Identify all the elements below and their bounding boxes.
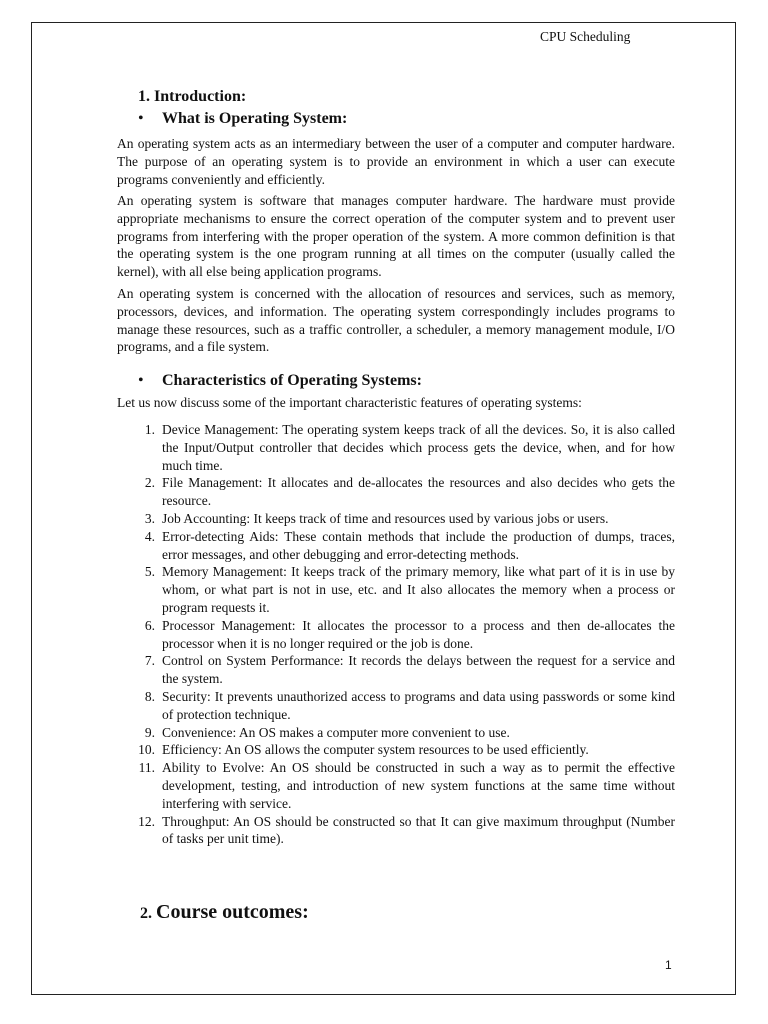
list-number: 10. (138, 742, 155, 758)
list-item (117, 688, 675, 724)
list-item (117, 813, 675, 849)
list-item (117, 528, 675, 564)
list-text: Throughput: An OS should be constructed so that It can give maximum throughput (Number of tasks per unit time). (162, 813, 675, 847)
list-text: File Management: It allocates and de-allocates the resources and also decides who gets the resource. (162, 475, 675, 509)
bullet-icon: • (138, 372, 144, 389)
subheading-characteristics (138, 372, 422, 390)
list-number: 11. (138, 760, 155, 776)
list-text: Memory Management: It keeps track of the primary memory, like what part of it is in use by whom, or what part is not in use, etc. and It also allocates the memory when a process or program requests it. (162, 564, 675, 615)
list-text: Control on System Performance: It records the delays between the request for a service and the system. (162, 653, 675, 687)
lead-paragraph: Let us now discuss some of the important characteristic features of operating systems: (117, 395, 582, 410)
list-item (117, 421, 675, 474)
list-number: 9. (144, 724, 155, 740)
list-number: 4. (144, 528, 155, 544)
list-text: Efficiency: An OS allows the computer system resources to be used efficiently. (162, 742, 589, 758)
list-number: 7. (144, 653, 155, 669)
list-number: 6. (144, 617, 155, 633)
list-item (117, 510, 675, 528)
list-text: Device Management: The operating system keeps track of all the devices. So, it is also called the Input/Output controller that decides which process gets the device, when, and for how much time. (162, 422, 675, 473)
page-number: 1 (665, 958, 672, 972)
subheading-what-is-os (138, 110, 347, 128)
list-number: 8. (144, 688, 155, 704)
list-number: 12. (138, 813, 155, 829)
list-number: 3. (144, 510, 155, 526)
section-number: 2. (140, 905, 152, 922)
paragraph: An operating system acts as an intermediary between the user of a computer and computer hardware. The purpose of an operating system is to provide an environment in which a user can execute programs conveniently and efficiently. (117, 136, 675, 187)
subheading-text: What is Operating System: (162, 110, 348, 127)
list-item (117, 652, 675, 688)
bullet-icon: • (138, 110, 144, 127)
paragraph: An operating system is software that manages computer hardware. The hardware must provide appropriate mechanisms to ensure the correct operation of the computer system and to prevent user programs from interfering with the proper operation of the system. A more common definition is that the operating system is the one program running at all times on the computer (usually called the kernel), with all else being application programs. (117, 193, 675, 280)
list-text: Security: It prevents unauthorized access to programs and data using passwords or some kind of protection technique. (162, 688, 675, 722)
list-text: Convenience: An OS makes a computer more convenient to use. (162, 724, 510, 740)
list-item (117, 759, 675, 812)
list-text: Processor Management: It allocates the processor to a process and then de-allocates the processor when it is no longer required or the job is done. (162, 617, 675, 651)
running-header: CPU Scheduling (540, 29, 631, 44)
list-number: 5. (144, 564, 155, 580)
subheading-text: Characteristics of Operating Systems: (162, 372, 422, 389)
list-text: Ability to Evolve: An OS should be constructed in such a way as to permit the effective development, testing, and introduction of new system functions at the same time without interfering with service. (162, 760, 675, 811)
list-item (117, 617, 675, 653)
section-heading-introduction: 1. Introduction: (138, 88, 247, 105)
list-item (117, 563, 675, 616)
section-title: Course outcomes: (156, 901, 309, 923)
list-text: Error-detecting Aids: These contain methods that include the production of dumps, traces, error messages, and other debugging and error-detecting methods. (162, 528, 675, 562)
section-heading-course-outcomes (140, 901, 309, 924)
characteristics-list (117, 421, 675, 848)
list-item (117, 474, 675, 510)
list-item (117, 724, 675, 742)
list-number: 1. (144, 422, 155, 437)
paragraph: An operating system is concerned with the allocation of resources and services, such as memory, processors, devices, and information. The operating system correspondingly includes programs to manage these resources, such as a traffic controller, a scheduler, a memory management module, I/O programs, and a file system. (117, 286, 675, 355)
list-number: 2. (144, 475, 155, 491)
list-text: Job Accounting: It keeps track of time and resources used by various jobs or users. (162, 510, 609, 526)
list-item (117, 741, 675, 759)
